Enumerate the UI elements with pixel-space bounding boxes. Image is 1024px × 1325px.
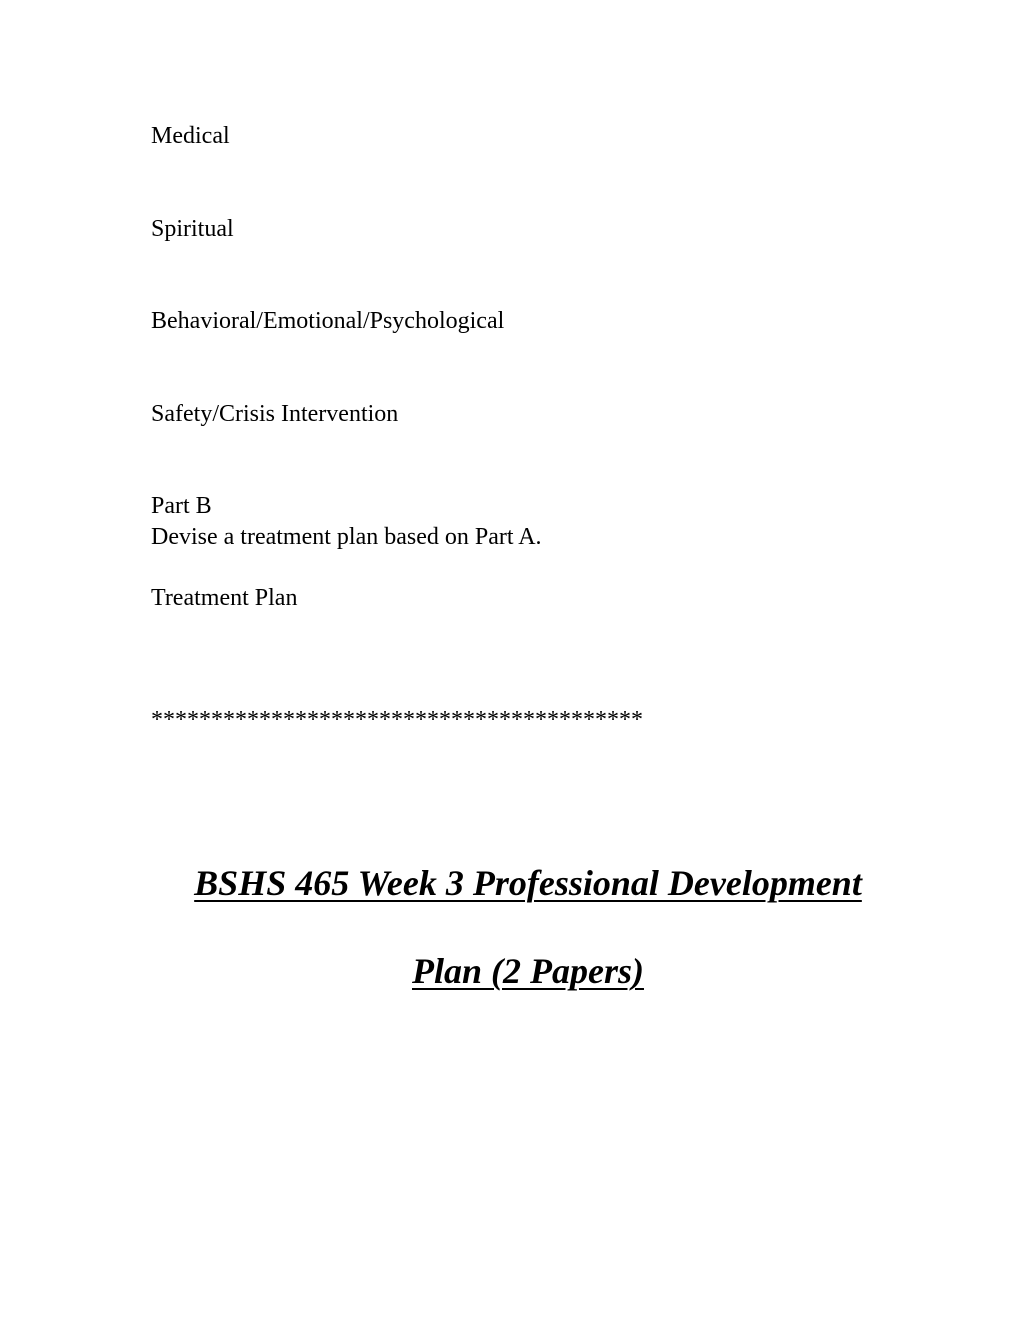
part-b-instruction: Devise a treatment plan based on Part A.: [151, 524, 542, 550]
item-behavioral: Behavioral/Emotional/Psychological: [151, 308, 505, 334]
treatment-plan-label: Treatment Plan: [151, 585, 298, 611]
document-heading-line2: Plan (2 Papers): [412, 951, 644, 991]
item-spiritual: Spiritual: [151, 216, 234, 242]
part-b-title: Part B: [151, 493, 212, 519]
item-medical: Medical: [151, 123, 230, 149]
document-heading-line1: BSHS 465 Week 3 Professional Development: [194, 863, 862, 903]
item-safety: Safety/Crisis Intervention: [151, 401, 399, 427]
separator-line: *****************************************: [151, 707, 643, 733]
